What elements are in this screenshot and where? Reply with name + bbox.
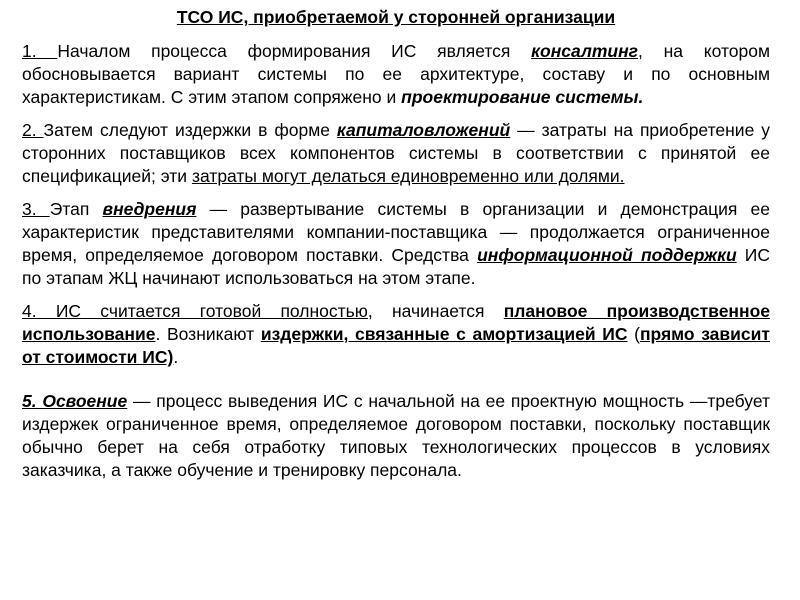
p2-text-2: — затраты на приобретение у сторонних поставщиков всех компонентов системы в соответствии с принятой ее спецификацией; эти — [22, 120, 770, 186]
paragraph-5 — [22, 390, 770, 482]
p3-text-1: Этап — [49, 199, 103, 219]
paragraph-3 — [22, 198, 770, 290]
term-mastering: 5. Освоение — [22, 391, 128, 411]
p5-text-1: — процесс выведения ИС с начальной на ее проектную мощность —требует издержек ограниченное время, определяемое договором поставки, поскольку поставщик обычно берет на себя отработку типовых технологических процессов в условиях заказчика, а также обучение и тренировку персонала. — [22, 391, 771, 480]
page-title: ТСО ИС, приобретаемой у сторонней организации — [176, 7, 616, 27]
p1-text-1: Началом процесса формирования ИС является — [57, 41, 532, 61]
term-system-design: проектирование системы. — [401, 87, 644, 107]
item-number-3: 3. — [22, 199, 50, 219]
p4-text-3: ( — [627, 324, 640, 344]
p1-text-2: , на котором обосновывается вариант системы по ее архитектуре, составу и по основным характеристикам. С этим этапом сопряжено и — [22, 41, 770, 107]
p3-text-3: ИС по этапам ЖЦ начинают использоваться на этом этапе. — [22, 245, 770, 288]
p2-text-1: Затем следуют издержки в форме — [43, 120, 337, 140]
p4-underlined-ready: ИС считается готовой полностью — [36, 301, 368, 321]
term-depends-on-cost: прямо зависит от стоимости ИС) — [22, 324, 770, 367]
paragraph-1 — [22, 40, 770, 109]
paragraph-2 — [22, 119, 770, 188]
paragraph-4 — [22, 300, 770, 369]
term-consulting: консалтинг — [531, 41, 638, 61]
item-number-2: 2. — [22, 120, 44, 140]
p4-text-2: . Возникают — [155, 324, 261, 344]
p4-text-1: , начинается — [367, 301, 504, 321]
term-information-support: информационной поддержки — [477, 245, 737, 265]
item-number-4: 4. — [22, 301, 37, 321]
p2-underlined-costs: затраты могут делаться единовременно или долями. — [191, 166, 625, 186]
term-implementation: внедрения — [102, 199, 197, 219]
term-amortization-costs: издержки, связанные с амортизацией ИС — [260, 324, 628, 344]
item-number-1: 1. — [22, 41, 58, 61]
term-planned-production-use: плановое производственное использование — [22, 301, 770, 344]
term-capital-investment: капиталовложений — [336, 120, 511, 140]
p4-text-4: . — [173, 347, 179, 367]
p3-text-2: — развертывание системы в организации и демонстрация ее характеристик представителями компании-поставщика — продолжается ограниченное время, определяемое договором поставки. Средства — [22, 199, 770, 265]
